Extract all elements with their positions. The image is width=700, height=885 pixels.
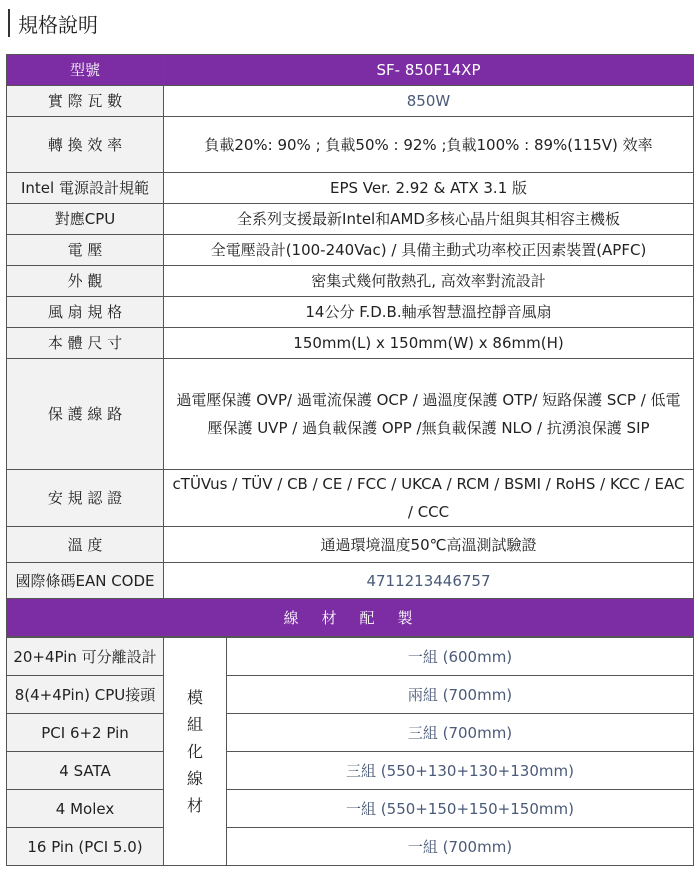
cable-row <box>7 638 694 676</box>
group-char: 模 <box>186 688 203 707</box>
spec-label: 電 壓 <box>7 235 164 266</box>
page-header <box>8 8 98 38</box>
group-char: 線 <box>186 769 203 788</box>
spec-value: 4711213446757 <box>164 563 694 599</box>
cable-row <box>7 752 694 790</box>
cable-value: 一組 (600mm) <box>227 638 694 676</box>
spec-value: 850W <box>164 86 694 117</box>
model-label: 型號 <box>7 55 164 86</box>
spec-row <box>7 297 694 328</box>
spec-row <box>7 204 694 235</box>
cable-value: 三組 (550+130+130+130mm) <box>227 752 694 790</box>
spec-label: 本 體 尺 寸 <box>7 328 164 359</box>
cable-row <box>7 790 694 828</box>
modular-cable-group-label <box>164 638 227 866</box>
page-title: 規格說明 <box>18 12 98 37</box>
spec-label: 溫 度 <box>7 527 164 563</box>
cable-section-header-row <box>7 599 694 637</box>
cable-value: 兩組 (700mm) <box>227 676 694 714</box>
spec-row <box>7 563 694 599</box>
spec-row <box>7 328 694 359</box>
spec-label: 對應CPU <box>7 204 164 235</box>
cable-value: 三組 (700mm) <box>227 714 694 752</box>
spec-label: 實 際 瓦 數 <box>7 86 164 117</box>
spec-value: 負載20%: 90% ; 負載50% : 92% ;負載100% : 89%(115V) 效率 <box>164 117 694 173</box>
spec-label: 風 扇 規 格 <box>7 297 164 328</box>
cable-row <box>7 828 694 866</box>
title-bar-accent <box>8 9 10 37</box>
spec-row <box>7 235 694 266</box>
cable-section-title: 線 材 配 製 <box>7 599 694 637</box>
spec-row <box>7 173 694 204</box>
cable-row <box>7 714 694 752</box>
spec-value: 全系列支援最新Intel和AMD多核心晶片組與其相容主機板 <box>164 204 694 235</box>
spec-value: 14公分 F.D.B.軸承智慧溫控靜音風扇 <box>164 297 694 328</box>
spec-label: 安 規 認 證 <box>7 470 164 527</box>
cable-label: 4 SATA <box>7 752 164 790</box>
spec-value: 密集式幾何散熱孔, 高效率對流設計 <box>164 266 694 297</box>
spec-row <box>7 359 694 470</box>
spec-value: 過電壓保護 OVP/ 過電流保護 OCP / 過溫度保護 OTP/ 短路保護 SCP / 低電壓保護 UVP / 過負載保護 OPP /無負載保護 NLO / 抗湧浪保護 SIP <box>164 359 694 470</box>
group-char: 材 <box>186 796 203 815</box>
spec-value: 通過環境溫度50℃高溫測試驗證 <box>164 527 694 563</box>
spec-value: EPS Ver. 2.92 & ATX 3.1 版 <box>164 173 694 204</box>
spec-label: Intel 電源設計規範 <box>7 173 164 204</box>
spec-table <box>6 54 694 637</box>
cable-label: 8(4+4Pin) CPU接頭 <box>7 676 164 714</box>
cable-label: 20+4Pin 可分離設計 <box>7 638 164 676</box>
spec-value: 150mm(L) x 150mm(W) x 86mm(H) <box>164 328 694 359</box>
spec-row <box>7 86 694 117</box>
spec-label: 外 觀 <box>7 266 164 297</box>
cable-label: 4 Molex <box>7 790 164 828</box>
cable-label: 16 Pin (PCI 5.0) <box>7 828 164 866</box>
cable-value: 一組 (550+150+150+150mm) <box>227 790 694 828</box>
spec-row <box>7 470 694 527</box>
spec-value: cTÜVus / TÜV / CB / CE / FCC / UKCA / RCM / BSMI / RoHS / KCC / EAC / CCC <box>164 470 694 527</box>
spec-value: 全電壓設計(100-240Vac) / 具備主動式功率校正因素裝置(APFC) <box>164 235 694 266</box>
cable-value: 一組 (700mm) <box>227 828 694 866</box>
spec-label: 轉 換 效 率 <box>7 117 164 173</box>
spec-label: 國際條碼EAN CODE <box>7 563 164 599</box>
group-char: 化 <box>186 742 203 761</box>
spec-label: 保 護 線 路 <box>7 359 164 470</box>
cable-row <box>7 676 694 714</box>
model-value: SF- 850F14XP <box>164 55 694 86</box>
group-char: 組 <box>186 715 203 734</box>
spec-header-row <box>7 55 694 86</box>
spec-row <box>7 117 694 173</box>
spec-row <box>7 266 694 297</box>
spec-row <box>7 527 694 563</box>
cable-label: PCI 6+2 Pin <box>7 714 164 752</box>
cable-table <box>6 637 694 866</box>
